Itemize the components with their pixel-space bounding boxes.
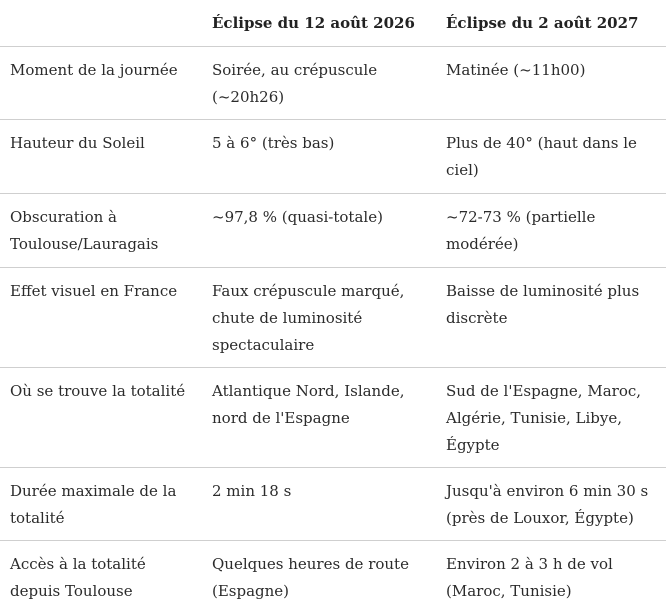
row-value-2026: 2 min 18 s <box>212 482 292 500</box>
table-row <box>0 120 666 194</box>
row-label: Moment de la journée <box>10 61 178 79</box>
row-label: Durée maximale de la totalité <box>10 482 177 527</box>
header-col-2027: Éclipse du 2 août 2027 <box>446 14 639 32</box>
row-value-2027: Environ 2 à 3 h de vol (Maroc, Tunisie) <box>446 555 613 600</box>
row-value-2026: Quelques heures de route (Espagne) <box>212 555 409 600</box>
table-row <box>0 468 666 541</box>
table-row <box>0 541 666 611</box>
row-label: Où se trouve la totalité <box>10 382 186 400</box>
row-value-2026: ~97,8 % (quasi-totale) <box>212 208 383 226</box>
header-col-2026: Éclipse du 12 août 2026 <box>212 14 415 32</box>
row-value-2026: 5 à 6° (très bas) <box>212 134 335 152</box>
row-label: Accès à la totalité depuis Toulouse <box>10 555 146 600</box>
row-value-2027: Plus de 40° (haut dans le ciel) <box>446 134 637 179</box>
table-row <box>0 368 666 468</box>
row-value-2027: Matinée (~11h00) <box>446 61 586 79</box>
row-label: Hauteur du Soleil <box>10 134 145 152</box>
row-value-2026: Soirée, au crépuscule (~20h26) <box>212 61 378 106</box>
row-label: Effet visuel en France <box>10 282 178 300</box>
row-value-2027: Jusqu'à environ 6 min 30 s (près de Louxor, Égypte) <box>446 482 649 527</box>
row-value-2026: Faux crépuscule marqué, chute de luminosité spectaculaire <box>212 282 405 354</box>
row-value-2027: Sud de l'Espagne, Maroc, Algérie, Tunisie, Libye, Égypte <box>446 382 642 454</box>
row-value-2027: Baisse de luminosité plus discrète <box>446 282 640 327</box>
row-label: Obscuration à Toulouse/Lauragais <box>10 208 159 253</box>
table-row <box>0 194 666 268</box>
table-row <box>0 47 666 120</box>
row-value-2026: Atlantique Nord, Islande, nord de l'Espagne <box>212 382 405 427</box>
table-row <box>0 268 666 368</box>
table-header-row <box>0 0 666 47</box>
row-value-2027: ~72-73 % (partielle modérée) <box>446 208 596 253</box>
